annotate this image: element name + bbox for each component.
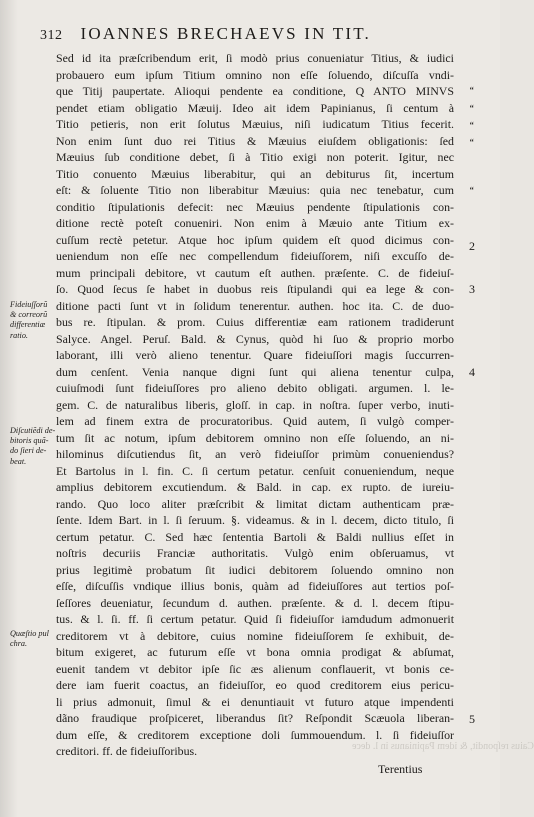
page-number: 312 [40, 28, 63, 43]
marginal-note-discutiendi [10, 426, 58, 467]
body-text-line: euenit tandem vt debitor ipſe ſic æs alienum conflauerit, vt bonis ce- [56, 661, 454, 676]
bleed-through-text: Caius reſpondit, & idem Papinianus in l. dece [352, 741, 534, 752]
main-text-block [56, 50, 454, 760]
body-text-line: ſo. Quod ſecus ſe habet in duobus reis ſtipulandi qui ea lege & con- [56, 282, 454, 296]
body-text-line: bitum exigeret, ac futurum eſſe vt bona omnia prodigat & abſumat, [56, 645, 454, 659]
marginal-note-line: do ſieri de- [10, 446, 47, 456]
body-text-line: ditione rectè poteſt conueniri. Non enim à Mæuio ante Titium ex- [56, 216, 454, 230]
body-text-line: ditione pacti ſunt vt in ſolidum tenerentur. authen. hoc ita. C. de duo- [56, 298, 454, 313]
body-text-line: tum ſit ac notum, ipſum debitorem omnino non eſſe ſoluendo, an ni- [56, 430, 454, 445]
body-text-line: Mæuius ſub conditione debet, ſi à Titio exigi non poterit. Igitur, nec [56, 150, 454, 164]
body-text-line: eſt: & ſoluente Titio non liberabitur Mæuius: quia nec tenebatur, cum [56, 183, 454, 197]
body-text-line: Titio conuento Mæuius liberabitur, qui an debiturus ſit, incertum [56, 166, 454, 181]
body-text-line: lem ad finem extra de procuratoribus. Quid autem, ſi vulgò comper- [56, 414, 454, 428]
body-text-line: ſente. Idem Bart. in l. ſi ſeruum. §. videamus. & in l. decem, dicto titulo, ſi [56, 513, 454, 527]
body-text-line: Titio petieris, non erit ſolutus Mæuius, niſi iudicatum Titius fecerit. [56, 117, 454, 131]
marginal-note-line: ratio. [10, 330, 28, 340]
body-text-line: tus. & l. ſi. ff. ſi certum petatur. Quid ſi fideiuſſor iamdudum admonuerit [56, 612, 454, 626]
body-text-line: que Titij paupertate. Alioqui pendente ea conditione, Q ANTO MINVS [56, 84, 454, 98]
body-text-line: cuiuſmodi ſunt fideiuſſores pro alieno debito obligati. argumen. l. le- [56, 381, 454, 395]
body-text-line: certum petatur. C. Sed hæc ſententia Bartoli & Baldi nullius eſſet in [56, 529, 454, 544]
body-text-line: dere iam fuerit coactus, an fideiuſſor, eo quod creditorem eius pericu- [56, 678, 454, 692]
marginal-note-line: Quæſtio pul [10, 629, 49, 638]
running-head: IOANNES BRECHAEVS IN TIT. [80, 24, 371, 43]
marginal-note-line: Fideiuſſorũ [10, 300, 48, 309]
marginal-note-line: beat. [10, 456, 27, 466]
quote-marker: ‘‘ [469, 103, 474, 115]
margin-number: 3 [469, 282, 475, 296]
marginal-note-line: bitoris quã- [10, 436, 49, 446]
body-text-line: mum principali debitore, vt cautum eſt authen. præſente. C. de fideiuſ- [56, 265, 454, 280]
quote-marker: ‘‘ [469, 85, 474, 97]
marginal-note-fideiussorum [10, 300, 58, 341]
catchword: Terentius [378, 762, 423, 776]
body-text-line: Sed id ita præſcribendum erit, ſi modò prius conueniatur Titius, & iudici [56, 51, 454, 65]
body-text-line: Non enim ſunt duo rei Titius & Mæuius eiuſdem obligationis: ſed [56, 133, 454, 148]
body-text-line: Salyce. Angel. Peruſ. Bald. & Cynus, quòd hi ſuo & proprio morbo [56, 331, 454, 346]
body-text-line: conditio ſtipulationis defecit: nec Mæuius pendente ſtipulationis con- [56, 199, 454, 214]
body-text-line: amplius debitorem excutiendum. & Bald. in cap. ex rupto. de iureiu- [56, 480, 454, 494]
body-text-line: ſeſſores deueniatur, ſecundum d. authen. præſente. & d. l. decem ſtipu- [56, 595, 454, 610]
quote-marker: ‘‘ [469, 185, 474, 197]
margin-number: 4 [469, 365, 475, 379]
body-text-line: bus re. ſtipulan. & prom. Cuius differentiæ eam rationem tradiderunt [56, 315, 454, 329]
margin-number: 5 [469, 712, 475, 726]
marginal-note-quaestio [10, 629, 58, 649]
body-text-line: laborant, illi verò alieno tenentur. Quare fideiuſſori magis ſuccurren- [56, 348, 454, 362]
body-text-line: dum cenſent. Venia nanque digni ſunt qui aliena tenentur culpa, [56, 364, 454, 379]
marginal-note-line: differentiæ [10, 320, 46, 330]
marginal-note-line: Diſcutiẽdi de- [10, 426, 56, 435]
body-text-line: creditori. ff. de fideiuſſoribus. [56, 744, 198, 758]
marginal-note-line: & correorũ [10, 310, 48, 320]
body-text-line: ueniendum non eſſe nec compellendum fideiuſſorem, niſi excuſſo de- [56, 249, 454, 263]
body-text-line: cuſſum rectè petetur. Atque hoc ipſum quidem eſt quod dicimus con- [56, 232, 454, 247]
page-header [40, 22, 480, 44]
body-text-line: prius legitimè probatum ſit iudici debitorem ſoluendo omnino non [56, 562, 454, 577]
quote-marker: ‘‘ [469, 120, 474, 132]
body-text-line: pendet etiam obligatio Mæuij. Ideo ait idem Papinianus, ſi centum à [56, 100, 454, 115]
body-text-line: li prius admonuit, ſimul & ei denuntiauit vt futuro atque impendenti [56, 694, 454, 709]
margin-number: 2 [469, 239, 475, 253]
body-text-line: eſſe, diſcuſſis vndique illius bonis, quàm ad fideiuſſores aut tertios poſ- [56, 579, 454, 593]
body-text-line: Et Bartolus in l. fin. C. ſi certum petatur. cenſuit conueniendum, neque [56, 463, 454, 478]
marginal-note-line: chra. [10, 639, 28, 649]
body-text-line: creditorem vt à debitore, cuius nomine fideiuſſorem ſe exhibuit, de- [56, 628, 454, 643]
body-text-line: noſtris decuriis Franciæ authoritatis. Vulgò enim obſeruamus, vt [56, 546, 454, 560]
body-text-line: dum eſſe, & creditorem exceptione doli ſummouendum. l. ſi fideiuſſor [56, 727, 454, 742]
body-text-line: hilominus diſcutiendus ſit, an verò fideiuſſor primùm conueniendus? [56, 447, 454, 461]
body-text-line: rando. Quo loco aliter præſcribit & limitat dictam authenticam præ- [56, 496, 454, 511]
body-text-line: dãno fraudique proſpiceret, liberandus ſit? Reſpondit Scæuola liberan- [56, 711, 454, 725]
body-text-line: probauero eum ipſum Titium omnino non eſſe ſoluendo, diſcuſſa vndi- [56, 67, 454, 82]
body-text-line: gem. C. de naturalibus liberis, gloſſ. in cap. in noſtra. ſuper verbo, inuti- [56, 397, 454, 412]
quote-marker: ‘‘ [469, 137, 474, 149]
